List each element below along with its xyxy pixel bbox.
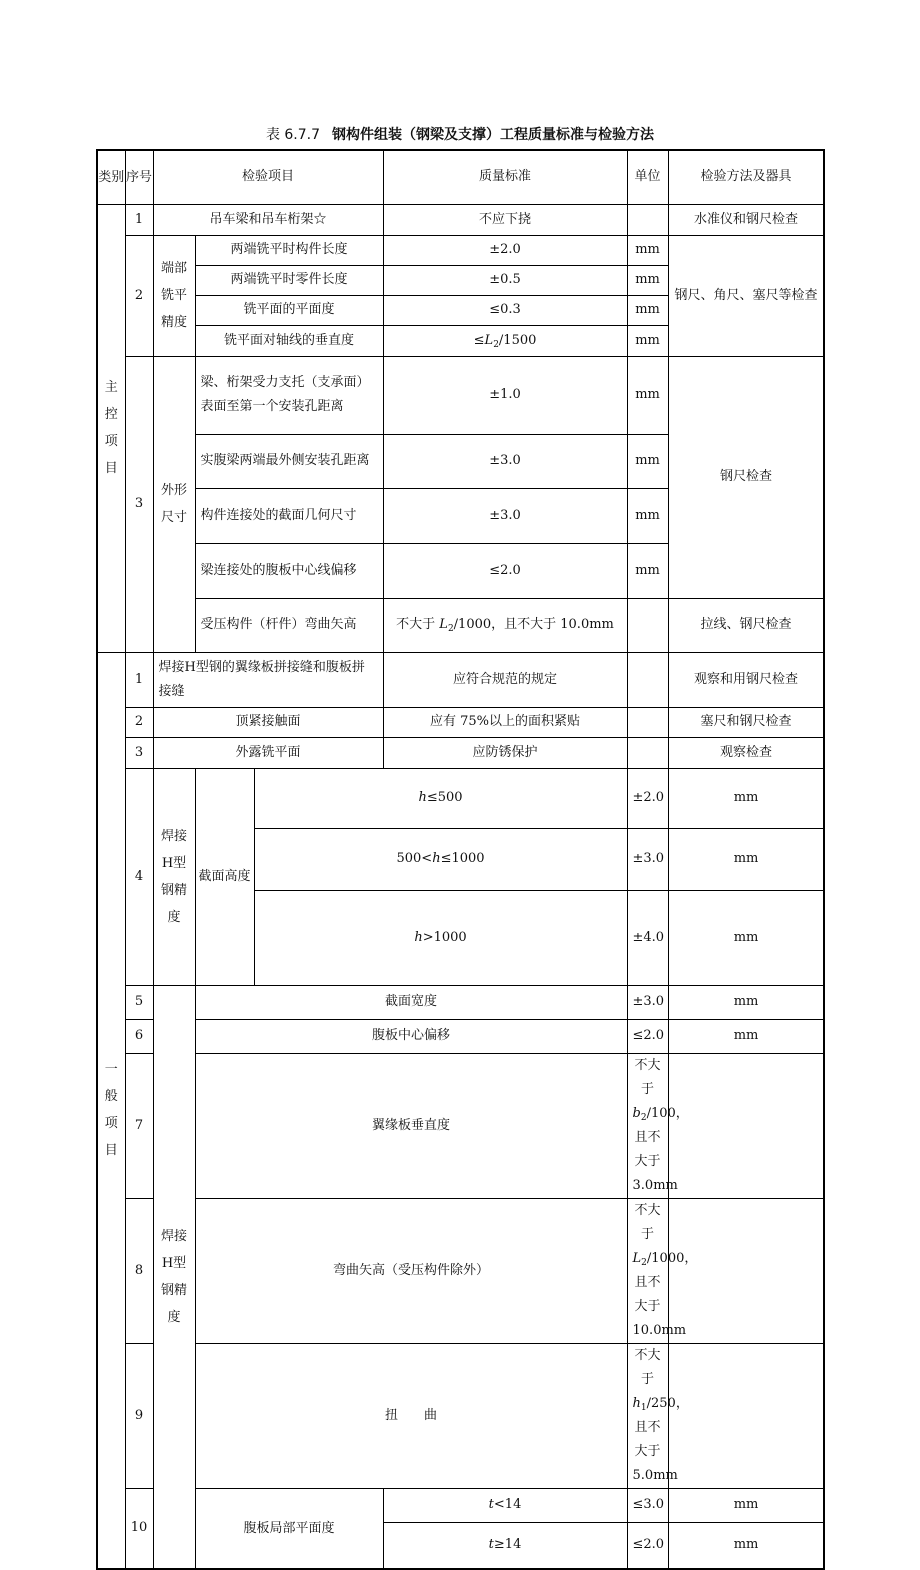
item-cell: h>1000 [254, 891, 627, 985]
seq-cell: 7 [125, 1053, 153, 1198]
unit-cell: mm [668, 891, 824, 985]
group-cell: 端部铣平精度 [153, 235, 195, 356]
seq-cell: 9 [125, 1343, 153, 1488]
table-row [97, 768, 824, 828]
method-cell: 观察检查 [668, 737, 824, 768]
category-main: 主控项目 [97, 204, 125, 652]
unit-cell: mm [627, 356, 668, 434]
table-row [97, 1488, 824, 1522]
unit-cell [668, 1053, 824, 1198]
item-cell: 两端铣平时构件长度 [195, 235, 383, 265]
seq-cell: 4 [125, 768, 153, 985]
standard-cell: 不大于 $h_1/250$，且不大于 5.0mm [627, 1343, 668, 1488]
table-title-text: 钢构件组装（钢梁及支撑）工程质量标准与检验方法 [332, 127, 655, 143]
standard-cell: ±3.0 [627, 828, 668, 890]
group-cell: 焊接H型钢精度 [153, 768, 195, 985]
method-cell: 钢尺检查 [668, 356, 824, 598]
standard-cell: 不大于 $b_2/100$，且不大于 3.0mm [627, 1053, 668, 1198]
item-cell: 铣平面的平面度 [195, 295, 383, 325]
header-seq: 序号 [125, 150, 153, 204]
standard-cell: $\le L_2/1500$ [383, 325, 627, 356]
method-cell: 水准仪和钢尺检查 [668, 204, 824, 235]
item-cell: 实腹梁两端最外侧安装孔距离 [195, 434, 383, 488]
unit-cell: mm [668, 985, 824, 1019]
item-cell: 截面宽度 [195, 985, 627, 1019]
unit-cell: mm [627, 543, 668, 598]
sub-group-cell: 腹板局部平面度 [195, 1488, 383, 1569]
standard-cell: ≤2.0 [627, 1522, 668, 1569]
unit-cell [627, 598, 668, 652]
standard-cell: 应防锈保护 [383, 737, 627, 768]
unit-cell: mm [627, 488, 668, 543]
seq-cell: 3 [125, 737, 153, 768]
seq-cell: 5 [125, 985, 153, 1019]
header-standard: 质量标准 [383, 150, 627, 204]
table-title [0, 124, 920, 144]
standard-cell: ±3.0 [383, 488, 627, 543]
unit-cell [627, 707, 668, 737]
header-item: 检验项目 [153, 150, 383, 204]
seq-cell: 6 [125, 1019, 153, 1053]
standard-cell: ≤3.0 [627, 1488, 668, 1522]
method-cell: 钢尺、角尺、塞尺等检查 [668, 235, 824, 356]
table-row [97, 652, 824, 707]
table-row [97, 1198, 824, 1343]
seq-cell: 1 [125, 204, 153, 235]
group-cell: 焊接H型钢精度 [153, 985, 195, 1569]
item-cell: 梁、桁架受力支托（支承面）表面至第一个安装孔距离 [195, 356, 383, 434]
header-method: 检验方法及器具 [668, 150, 824, 204]
standard-cell: ±1.0 [383, 356, 627, 434]
item-cell: 两端铣平时零件长度 [195, 265, 383, 295]
standard-cell: ±0.5 [383, 265, 627, 295]
unit-cell: mm [627, 325, 668, 356]
method-cell: 观察和用钢尺检查 [668, 652, 824, 707]
item-cell: 铣平面对轴线的垂直度 [195, 325, 383, 356]
item-cell: 构件连接处的截面几何尺寸 [195, 488, 383, 543]
unit-cell: mm [668, 828, 824, 890]
standard-cell: 应符合规范的规定 [383, 652, 627, 707]
standard-cell: 不大于 $L_2/1000$，且不大于 10.0mm [627, 1198, 668, 1343]
item-cell: 吊车梁和吊车桁架☆ [153, 204, 383, 235]
unit-cell [627, 652, 668, 707]
table-row [97, 1343, 824, 1488]
unit-cell [668, 1198, 824, 1343]
seq-cell: 8 [125, 1198, 153, 1343]
item-cell: h≤500 [254, 768, 627, 828]
table-row [97, 204, 824, 235]
table-row [97, 737, 824, 768]
header-row [97, 150, 824, 204]
unit-cell: mm [668, 1019, 824, 1053]
item-cell: 腹板中心偏移 [195, 1019, 627, 1053]
unit-cell: mm [627, 235, 668, 265]
standard-cell: ≤2.0 [383, 543, 627, 598]
seq-cell: 1 [125, 652, 153, 707]
table-row [97, 985, 824, 1019]
unit-cell: mm [627, 295, 668, 325]
unit-cell: mm [627, 265, 668, 295]
standard-cell: ≤0.3 [383, 295, 627, 325]
header-category: 类别 [97, 150, 125, 204]
table-row [97, 707, 824, 737]
unit-cell [627, 204, 668, 235]
item-cell: 焊接H型钢的翼缘板拼接缝和腹板拼接缝 [153, 652, 383, 707]
item-cell: 顶紧接触面 [153, 707, 383, 737]
seq-cell: 10 [125, 1488, 153, 1569]
unit-cell: mm [668, 1488, 824, 1522]
seq-cell: 3 [125, 356, 153, 652]
standard-cell: ±3.0 [627, 985, 668, 1019]
standard-cell: ±2.0 [383, 235, 627, 265]
standard-cell: 不大于 $L_2/1000$，且不大于 10.0mm [383, 598, 627, 652]
item-cell: 外露铣平面 [153, 737, 383, 768]
item-cell: 扭 曲 [195, 1343, 627, 1488]
item-cell: t≥14 [383, 1522, 627, 1569]
unit-cell: mm [668, 768, 824, 828]
group-cell: 外形尺寸 [153, 356, 195, 652]
standard-cell: 应有 75%以上的面积紧贴 [383, 707, 627, 737]
item-cell: 梁连接处的腹板中心线偏移 [195, 543, 383, 598]
table-row [97, 356, 824, 434]
item-cell: 受压构件（杆件）弯曲矢高 [195, 598, 383, 652]
seq-cell: 2 [125, 235, 153, 356]
item-cell: 弯曲矢高（受压构件除外） [195, 1198, 627, 1343]
table-row [97, 598, 824, 652]
standard-cell: ±3.0 [383, 434, 627, 488]
standard-cell: ±2.0 [627, 768, 668, 828]
table-row [97, 1053, 824, 1198]
sub-group-cell: 截面高度 [195, 768, 254, 985]
unit-cell [668, 1343, 824, 1488]
item-cell: 500<h≤1000 [254, 828, 627, 890]
unit-cell: mm [668, 1522, 824, 1569]
unit-cell [627, 737, 668, 768]
table-row [97, 235, 824, 265]
header-unit: 单位 [627, 150, 668, 204]
method-cell: 塞尺和钢尺检查 [668, 707, 824, 737]
item-cell: t<14 [383, 1488, 627, 1522]
method-cell: 拉线、钢尺检查 [668, 598, 824, 652]
standard-cell: ≤2.0 [627, 1019, 668, 1053]
item-cell: 翼缘板垂直度 [195, 1053, 627, 1198]
seq-cell: 2 [125, 707, 153, 737]
standard-cell: ±4.0 [627, 891, 668, 985]
standard-cell: 不应下挠 [383, 204, 627, 235]
table-row [97, 1019, 824, 1053]
quality-standard-table [96, 149, 825, 1570]
unit-cell: mm [627, 434, 668, 488]
category-general: 一般项目 [97, 652, 125, 1569]
table-number: 表 6.7.7 [265, 127, 321, 143]
